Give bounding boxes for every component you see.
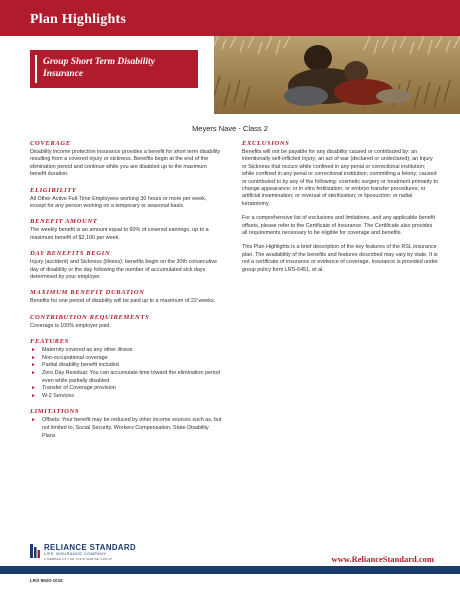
features-list (30, 347, 222, 400)
page-title: Plan Highlights (30, 12, 126, 27)
features-heading: FEATURES (30, 338, 69, 346)
feature-text: Zero Day Residual: You can accumulate time toward the elimination period even while partially disabled (42, 370, 220, 384)
subtitle: Group Short Term Disability Insurance (43, 57, 155, 79)
subtitle-box (30, 50, 198, 88)
feature-text: W-2 Services (42, 392, 74, 399)
right-column (242, 140, 438, 281)
triangle-bullet-icon: ► (31, 362, 36, 369)
contribution-heading: CONTRIBUTION REQUIREMENTS (30, 313, 150, 321)
left-column (30, 140, 222, 448)
feature-text: Partial disability benefit included (42, 362, 119, 369)
eligibility-body: All Other Active Full-Time Employees working 30 hours or more per week, except for any person working on a temporary or seasonal basis. (30, 195, 207, 210)
triangle-bullet-icon: ► (31, 392, 36, 399)
logo-name: RELIANCE STANDARD (44, 543, 136, 552)
list-item (30, 393, 222, 401)
contribution-body: Coverage is 100% employer paid. (30, 322, 111, 329)
list-item (30, 417, 222, 440)
reliance-standard-logo (30, 543, 140, 565)
list-item (30, 355, 222, 363)
benefit-amount-body: The weekly benefit is an amount equal to 60% of covered earnings, up to a maximum benefit of $2,100 per week. (30, 227, 209, 241)
limitation-text: Offsets: Your benefit may be reduced by other income sources such as, but not limited to, Social Security, Workers Compensation, State Disability Plans (42, 417, 222, 439)
coverage-heading: COVERAGE (30, 140, 71, 147)
list-item (30, 370, 222, 385)
exclusions-body: Benefits will not be payable for any disability caused or contributed by: an intentionally self-inflicted Injury; an act of war (declared or undeclared); an Injury or Sickness that occurs while confined in any penal or correctional institution; while confined in any penal or correctional institution; committing a felony; caused or contributed to by any of the following: cosmetic surgery or treatment primarily to change appearance; or in vitro fertilization; or embryo transfer procedures; or artificial insemination; or reversal of sterilization; or liposuction; or radial keratotomy. (242, 149, 438, 207)
coverage-body: Disability income protection insurance provides a benefit for short term disability resulting from a covered injury or sickness. Benefits begin at the end of the elimination period and continue while you are disabled up to the maximum benefit duration. (30, 149, 221, 178)
feature-text: Non-occupational coverage (42, 354, 108, 361)
footer-bar (0, 566, 460, 574)
triangle-bullet-icon: ► (31, 347, 36, 354)
logo-subtitle: LIFE INSURANCE COMPANY (44, 552, 107, 556)
eligibility-heading: ELIGIBILITY (30, 186, 77, 194)
feature-text: Transfer of Coverage provision (42, 385, 116, 392)
header-bar (0, 0, 460, 36)
plan-class-label: Meyers Nave - Class 2 (192, 124, 268, 133)
list-item (30, 347, 222, 355)
plan-highlights-note: This Plan Highlights is a brief description of the key features of the RSL insurance plan. The availability of the benefits and features described may vary by state. It is not a certificate of insurance or evidence of coverage. Insurance is provided under group policy form LRS-6451, et al. (242, 244, 438, 273)
list-item (30, 385, 222, 393)
list-item (30, 362, 222, 370)
triangle-bullet-icon: ► (31, 370, 36, 377)
triangle-bullet-icon: ► (31, 385, 36, 392)
limitations-list (30, 417, 222, 440)
max-duration-body: Benefits for one period of disability will be paid up to a maximum of 22 weeks. (30, 298, 216, 305)
benefit-amount-heading: BENEFIT AMOUNT (30, 218, 98, 226)
triangle-bullet-icon: ► (31, 354, 36, 361)
limitations-heading: LIMITATIONS (30, 408, 80, 416)
website-link[interactable]: www.RelianceStandard.com (331, 554, 434, 564)
max-duration-heading: MAXIMUM BENEFIT DURATION (30, 289, 145, 297)
couple-in-grass-photo (214, 36, 460, 114)
certificate-note: For a comprehensive list of exclusions and limitations, and any applicable benefit offsets, please refer to the Certificate of Insurance. The Certificate also provides all requirements necessary to be eligible for coverage and benefits. (242, 215, 435, 237)
logo-tagline: A MEMBER OF THE TOKIO MARINE GROUP (44, 557, 113, 561)
day-benefits-begin-body: Injury (accident) and Sickness (illness): benefits begin on the 30th consecutive day of disability or the day following the number of accumulated sick days determined by your employer. (30, 259, 217, 281)
triangle-bullet-icon: ► (31, 417, 36, 424)
logo-mark-icon (30, 544, 40, 558)
day-benefits-begin-heading: DAY BENEFITS BEGIN (30, 250, 111, 258)
subtitle-accent-bar (35, 55, 37, 83)
feature-text: Maternity covered as any other illness (42, 347, 133, 354)
exclusions-heading: EXCLUSIONS (242, 140, 290, 147)
form-code: LRS-9520-1015 (30, 578, 63, 583)
